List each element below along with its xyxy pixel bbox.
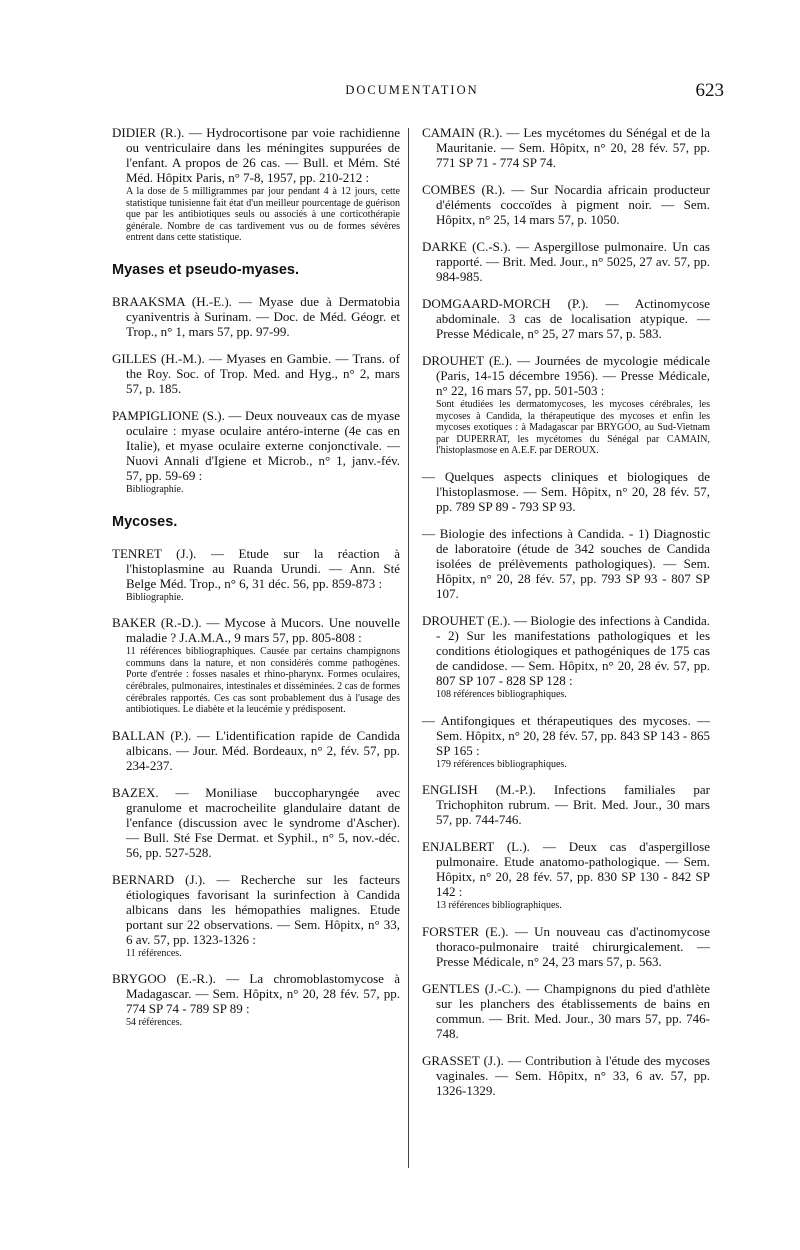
entry-note: Bibliographie. [126,591,184,603]
entry-text: FORSTER (E.). — Un nouveau cas d'actinomycose thoraco-pulmonaire traité chirurgicalement. — Presse Médicale, n° 24, 23 mars 57, p. 563. [422,923,710,969]
bibliography-entry [112,125,400,244]
entry-note: A la dose de 5 milligrammes par jour pendant 4 à 12 jours, cette statistique tunisienne fait état d'un meilleur pourcentage de guérison que par les antibiotiques seuls ou associés à une corticothérapie générale. Nombre de cas tardivement vus ou de formes sévères entrent dans cette statistique. [126,186,400,244]
entry-note: 13 références bibliographiques. [436,900,562,912]
bibliography-entry [422,713,710,771]
entry-text: DROUHET (E.). — Journées de mycologie médicale (Paris, 14-15 décembre 1956). — Presse Médicale, n° 22, 16 mars 57, pp. 501-503 : [422,353,710,398]
bibliography-entry [112,408,400,496]
entry-text: GILLES (H.-M.). — Myases en Gambie. — Trans. of the Roy. Soc. of Trop. Med. and Hyg., n° 2, mars 57, p. 185. [112,350,400,396]
page-number: 623 [695,80,724,101]
entry-text: DIDIER (R.). — Hydrocortisone par voie rachidienne ou ventriculaire dans les méningites suppurées de l'enfant. A propos de 26 cas. — Bull. et Mém. Sté Méd. Hôpitx Paris, n° 7-8, 1957, pp. 210-212 : [112,125,400,185]
bibliography-entry [112,351,400,396]
entry-note: Sont étudiées les dermatomycoses, les mycoses cérébrales, les mycoses à Candida, la thérapeutique des mycoses et enfin les mycoses exotiques : à Madagascar par BRYGOO, au Sud-Vietnam par DUPERRAT, les mycétomes du Sénégal par CAMAIN, l'histoplasmose en A.E.F. par DEROUX. [436,399,710,457]
bibliography-entry [422,182,710,227]
entry-note: Bibliographie. [126,483,184,495]
bibliography-entry [112,872,400,960]
entry-text: BRYGOO (E.-R.). — La chromoblastomycose à Madagascar. — Sem. Hôpitx, n° 20, 28 fév. 57, pp. 774 SP 74 - 789 SP 89 : [112,971,400,1017]
running-title: DOCUMENTATION [345,83,479,97]
right-column [422,125,710,1110]
bibliography-entry [112,971,400,1029]
entry-text: BAZEX. — Moniliase buccopharyngée avec granulome et macrocheilite glandulaire datant de l'enfance (discussion avec le syndrome d'Ascher). — Bull. Sté Fse Dermat. et Syphil., n° 5, nov.-déc. 56, pp. 527-528. [112,784,400,860]
bibliography-entry [422,469,710,514]
bibliography-entry [422,613,710,701]
entry-text: — Quelques aspects cliniques et biologiques de l'histoplasmose. — Sem. Hôpitx, n° 20, 28 fév. 57, pp. 789 SP 89 - 793 SP 93. [422,468,710,514]
entry-note: 11 références bibliographiques. Causée par certains champignons communs dans la nature, et non considérés comme pathogènes. Porte d'entrée : fosses nasales et rhino-pharynx. Formes oculaires, cérébrales, pulmonaires, intestinales et disséminées. 2 cas de formes cérébrales rapportés. Ces cas sont probablement dus à l'usage des antibiotiques. Le diabète et la leucémie y prédisposent. [126,646,400,716]
entry-text: TENRET (J.). — Etude sur la réaction à l'histoplasmine au Ruanda Urundi. — Ann. Sté Belge Méd. Trop., n° 6, 31 déc. 56, pp. 859-873 : [112,545,400,591]
section-heading: Mycoses. [112,513,178,530]
bibliography-entry [422,353,710,457]
left-column [112,125,400,1041]
bibliography-entry [422,125,710,170]
bibliography-entry [422,924,710,969]
column-divider [408,128,409,1168]
section-heading: Myases et pseudo-myases. [112,261,299,278]
entry-note: 54 références. [126,1017,183,1029]
entry-text: — Biologie des infections à Candida. - 1) Diagnostic de laboratoire (étude de 342 souches de Candida isolées de prélèvements pathologiques). — Sem. Hôpitx, n° 20, 28 fév. 57, pp. 793 SP 93 - 807 SP 107. [422,525,710,601]
entry-text: BRAAKSMA (H.-E.). — Myase due à Dermatobia cyaniventris à Surinam. — Doc. de Méd. Géogr. et Trop., n° 1, mars 57, pp. 97-99. [112,293,400,339]
entry-note: 11 références. [126,947,182,959]
bibliography-entry [422,981,710,1041]
entry-text: BERNARD (J.). — Recherche sur les facteurs étiologiques favorisant la surinfection à Candida albicans dans les hémopathies malignes. Etude portant sur 22 observations. — Sem. Hôpitx, n° 33, 6 av. 57, pp. 1323-1326 : [112,871,400,947]
entry-text: BAKER (R.-D.). — Mycose à Mucors. Une nouvelle maladie ? J.A.M.A., 9 mars 57, pp. 805-808 : [112,615,400,646]
entry-text: PAMPIGLIONE (S.). — Deux nouveaux cas de myase oculaire : myase oculaire antéro-interne (4e cas en Italie), et myase oculaire externe conjonctivale. — Nuovi Annali d'Igiene et Microb., n° 1, janv.-fév. 57, pp. 59-69 : [112,407,400,483]
entry-note: 108 références bibliographiques. [436,688,567,700]
bibliography-entry [112,728,400,773]
entry-text: DROUHET (E.). — Biologie des infections à Candida. - 2) Sur les manifestations pathologiques et les conditions étiologiques et pathogéniques de 175 cas de candidose. — Sem. Hôpitx, n° 20, 28 év. 57, pp. 807 SP 107 - 828 SP 128 : [422,612,710,688]
entry-text: BALLAN (P.). — L'identification rapide de Candida albicans. — Jour. Méd. Bordeaux, n° 2, fév. 57, pp. 234-237. [112,727,400,773]
entry-text: CAMAIN (R.). — Les mycétomes du Sénégal et de la Mauritanie. — Sem. Hôpitx, n° 20, 28 fév. 57, pp. 771 SP 71 - 774 SP 74. [422,125,710,170]
bibliography-entry [422,782,710,827]
bibliography-entry [112,294,400,339]
bibliography-entry [112,785,400,860]
entry-text: GENTLES (J.-C.). — Champignons du pied d'athlète sur les planchers des établissements de bains en commun. — Brit. Med. Jour., 30 mars 57, pp. 746-748. [422,980,710,1041]
bibliography-entry [112,546,400,604]
page-header [100,80,724,104]
entry-note: 179 références bibliographiques. [436,758,567,770]
entry-text: ENJALBERT (L.). — Deux cas d'aspergillose pulmonaire. Etude anatomo-pathologique. — Sem. Hôpitx, n° 20, 28 fév. 57, pp. 830 SP 130 - 842 SP 142 : [422,839,710,900]
bibliography-entry [422,296,710,341]
bibliography-entry [422,239,710,284]
bibliography-entry [422,526,710,601]
bibliography-entry [112,615,400,716]
entry-text: COMBES (R.). — Sur Nocardia africain producteur d'éléments coccoïdes à pigment noir. — Sem. Hôpitx, n° 25, 14 mars 57, p. 1050. [422,182,710,227]
entry-text: GRASSET (J.). — Contribution à l'étude des mycoses vaginales. — Sem. Hôpitx, n° 33, 6 av. 57, pp. 1326-1329. [422,1052,710,1098]
bibliography-entry [422,839,710,912]
entry-text: DOMGAARD-MORCH (P.). — Actinomycose abdominale. 3 cas de localisation atypique. — Presse Médicale, n° 25, 27 mars 57, p. 583. [422,296,710,341]
entry-text: DARKE (C.-S.). — Aspergillose pulmonaire. Un cas rapporté. — Brit. Med. Jour., n° 5025, 27 av. 57, pp. 984-985. [422,239,710,284]
bibliography-entry [422,1053,710,1098]
entry-text: — Antifongiques et thérapeutiques des mycoses. — Sem. Hôpitx, n° 20, 28 fév. 57, pp. 843 SP 143 - 865 SP 165 : [422,712,710,758]
entry-text: ENGLISH (M.-P.). Infections familiales par Trichophiton rubrum. — Brit. Med. Jour., 30 mars 57, pp. 744-746. [422,782,710,828]
